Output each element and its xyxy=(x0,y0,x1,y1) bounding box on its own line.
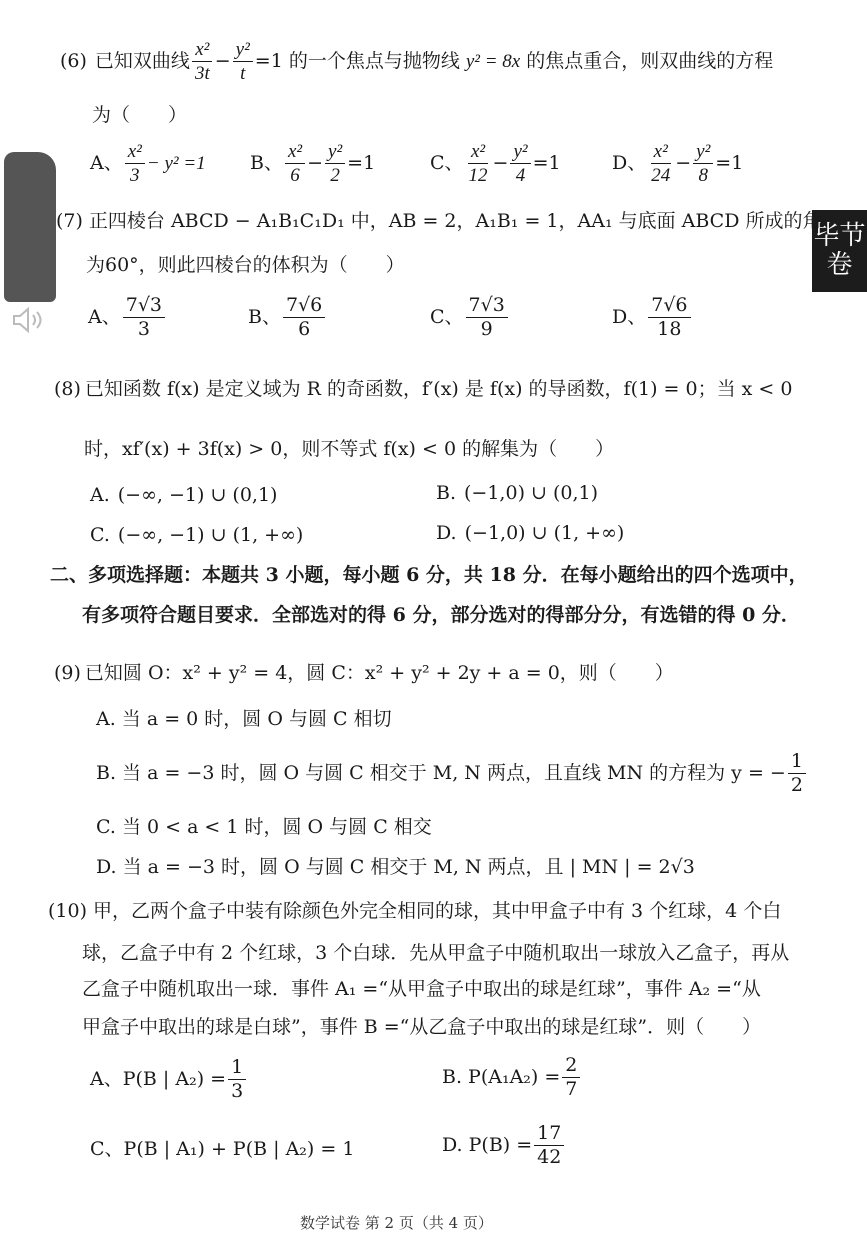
q6-eq1: =1 的一个焦点与抛物线 xyxy=(254,50,460,72)
q6-frac2: $\frac{\text{y²}}{t}$ xyxy=(233,40,253,83)
q7-option-c[interactable]: C、 $\frac{7√3}{9}$ xyxy=(430,296,510,339)
q7-option-b[interactable]: B、 $\frac{7√6}{6}$ xyxy=(248,296,327,339)
q9-option-b[interactable]: B. 当 a = −3 时，圆 O 与圆 C 相交于 M, N 两点，且直线 MN 的方程为 y = − $\frac{1}{2}$ xyxy=(96,752,808,795)
q10-stem-line2: 球，乙盒子中有 2 个红球，3 个白球．先从甲盒子中随机取出一球放入乙盒子，再从 xyxy=(82,942,790,964)
q8-stem-line1 xyxy=(54,380,792,399)
q10-text-1: 甲，乙两个盒子中装有除颜色外完全相同的球，其中甲盒子中有 3 个红球，4 个白 xyxy=(93,900,782,922)
q10-option-b[interactable]: B. P(A₁A₂) = $\frac{2}{7}$ xyxy=(442,1056,582,1099)
q7-text: 正四棱台 ABCD − A₁B₁C₁D₁ 中，AB = 2，A₁B₁ = 1，AA₁ 与底面 ABCD 所成的角 xyxy=(88,210,822,232)
q6-stem-line1 xyxy=(60,40,773,83)
q8-option-a[interactable]: A. (−∞, −1) ∪ (0,1) xyxy=(90,484,278,506)
q10-option-c[interactable]: C、P(B | A₁) + P(B | A₂) = 1 xyxy=(90,1138,355,1160)
q8-option-c[interactable]: C. (−∞, −1) ∪ (1, +∞) xyxy=(90,524,304,546)
q10-label: (10) xyxy=(48,900,88,922)
q6-frac1: $\frac{\text{x²}}{3t}$ xyxy=(192,40,213,83)
q8-stem-line2: 时，xf′(x) + 3f(x) > 0，则不等式 f(x) < 0 的解集为（ ） xyxy=(84,438,615,460)
q7-option-a[interactable]: A、 $\frac{7√3}{3}$ xyxy=(88,296,167,339)
q9-option-d[interactable]: D. 当 a = −3 时，圆 O 与圆 C 相交于 M, N 两点，且 | MN | = 2√3 xyxy=(96,856,695,878)
scan-shadow-block xyxy=(4,152,56,302)
q10-stem-line3: 乙盒子中随机取出一球．事件 A₁ =“从甲盒子中取出的球是红球”，事件 A₂ =“从 xyxy=(82,978,761,1000)
q7-stem-line2: 为60°，则此四棱台的体积为（ ） xyxy=(86,254,405,276)
q6-text-b: 的焦点重合，则双曲线的方程 xyxy=(526,50,774,72)
section2-instructions: 有多项符合题目要求．全部选对的得 6 分，部分选对的得部分分，有选错的得 0 分． xyxy=(82,604,800,626)
q6-option-c[interactable]: C、 $\frac{\text{x²}}{12}$ − $\frac{\text{y²}}{4}$ =1 xyxy=(430,141,561,186)
q9-option-c[interactable]: C. 当 0 < a < 1 时，圆 O 与圆 C 相交 xyxy=(96,816,432,838)
q8-option-b[interactable]: B. (−1,0) ∪ (0,1) xyxy=(436,482,599,504)
q7-stem-line1 xyxy=(56,212,822,231)
q8-label: (8) xyxy=(54,378,81,400)
side-tab-line2: 卷 xyxy=(826,250,853,280)
q10-option-a[interactable]: A、P(B | A₂) = $\frac{1}{3}$ xyxy=(90,1058,248,1101)
q6-stem-line2: 为（ ） xyxy=(92,104,188,126)
side-tab-line1: 毕节 xyxy=(813,221,866,252)
q6-minus: − xyxy=(214,50,231,72)
q8-text: 已知函数 f(x) 是定义域为 R 的奇函数，f′(x) 是 f(x) 的导函数，f(1) = 0；当 x < 0 xyxy=(84,378,793,400)
q10-option-d[interactable]: D. P(B) = $\frac{17}{42}$ xyxy=(442,1124,566,1167)
q6-parabola: y² = 8x xyxy=(465,51,521,72)
q10-stem-line1 xyxy=(48,902,781,921)
q9-option-a[interactable]: A. 当 a = 0 时，圆 O 与圆 C 相切 xyxy=(96,708,392,730)
q9-label: (9) xyxy=(54,662,81,684)
q6-option-b[interactable]: B、 $\frac{\text{x²}}{6}$ − $\frac{\text{y²}}{2}$ =1 xyxy=(250,141,376,186)
q6-option-d[interactable]: D、 $\frac{\text{x²}}{24}$ − $\frac{\text{y²}}{8}$ =1 xyxy=(612,141,744,186)
speaker-icon[interactable] xyxy=(10,306,46,334)
q6-label: (6) xyxy=(60,50,87,72)
q7-option-d[interactable]: D、 $\frac{7√6}{18}$ xyxy=(612,296,693,339)
q7-label: (7) xyxy=(56,210,83,232)
section2-heading: 二、多项选择题：本题共 3 小题，每小题 6 分，共 18 分．在每小题给出的四个选项中， xyxy=(50,564,808,586)
q9-text: 已知圆 O：x² + y² = 4，圆 C：x² + y² + 2y + a = 0，则（ ） xyxy=(84,662,674,684)
q10-stem-line4: 甲盒子中取出的球是白球”，事件 B =“从乙盒子中取出的球是红球”．则（ ） xyxy=(82,1016,762,1038)
q6-text-a: 已知双曲线 xyxy=(94,50,190,72)
q9-stem xyxy=(54,664,674,683)
q6-option-a[interactable]: A、 $\frac{\text{x²}}{3}$ − y² =1 xyxy=(90,141,206,186)
q8-option-d[interactable]: D. (−1,0) ∪ (1, +∞) xyxy=(436,522,625,544)
page-footer: 数学试卷 第 2 页（共 4 页） xyxy=(300,1214,493,1232)
